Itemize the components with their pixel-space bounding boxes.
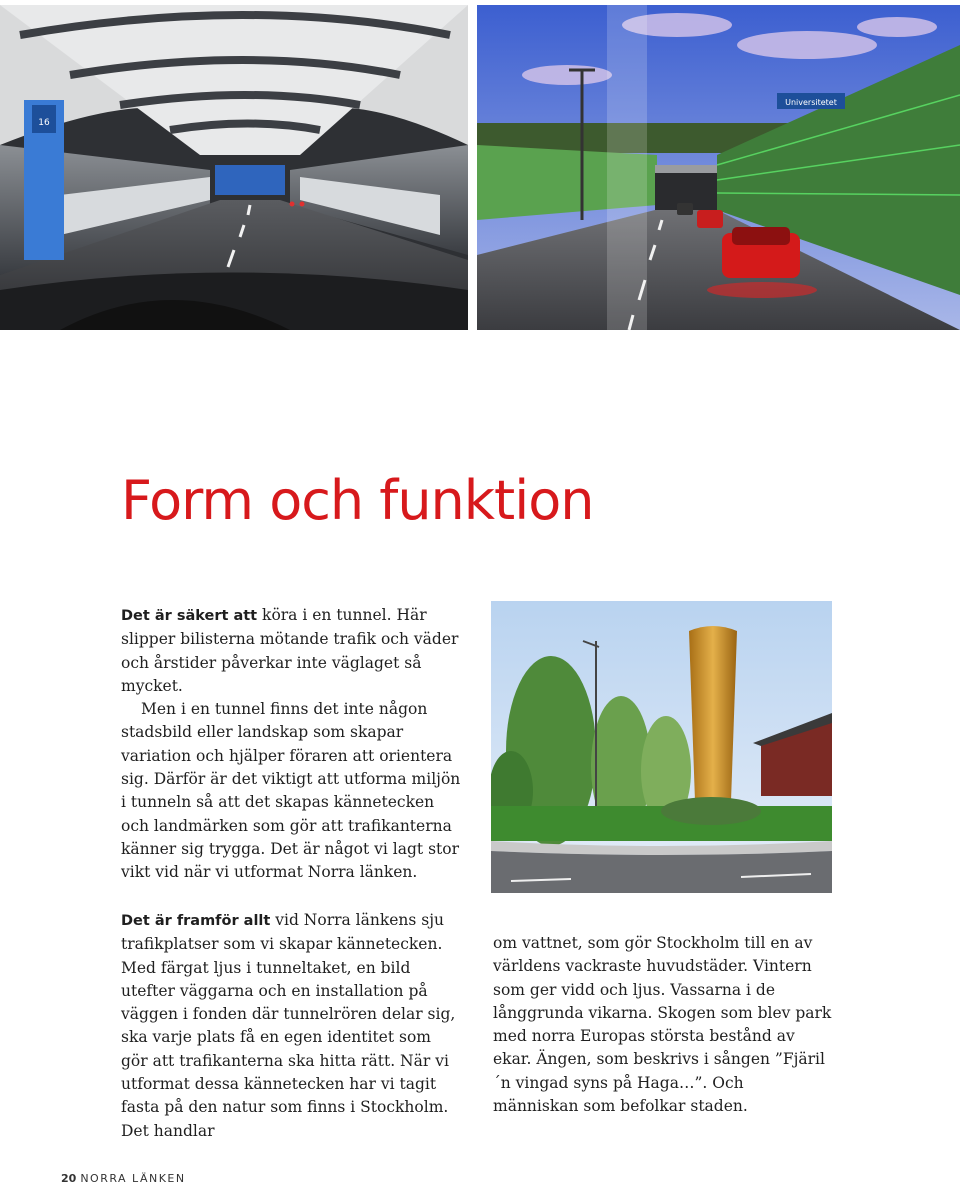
body-column-left-bottom — [121, 909, 461, 1143]
tunnel-sign-number: 16 — [38, 118, 50, 128]
tunnel-entrance-render — [477, 5, 960, 330]
paragraph-1-text: köra i en tunnel. Här slipper bilisterna mötande trafik och väder och årstider påverkar inte väglaget så mycket. — [121, 606, 459, 695]
tunnel-interior-photo — [0, 5, 468, 330]
body-column-right — [493, 932, 833, 1118]
paragraph-3 — [121, 909, 461, 1143]
paragraph-1 — [121, 604, 461, 698]
landmark-tower-photo — [491, 601, 832, 893]
page-title: Form och funktion — [121, 469, 594, 532]
paragraph-4: om vattnet, som gör Stockholm till en av världens vackraste huvudstäder. Vintern som ger vidd och ljus. Vassarna i de långgrunda vikarna. Skogen som blev park med norra Europas största bestånd av ekar. Ängen, som beskrivs i sången ”Fjäril´n vingad syns på Haga…”. Och människan som befolkar staden. — [493, 934, 832, 1116]
paragraph-3-text: vid Norra länkens sju trafikplatser som vi skapar kännetecken. Med färgat ljus i tunneltaket, en bild utefter väggarna och en installation på väggen i fonden där tunnelrören delar sig, ska varje plats få en egen identitet som gör att trafikanterna ska hitta rätt. När vi utformat dessa kännetecken har vi tagit fasta på den natur som finns i Stockholm. Det handlar — [121, 911, 456, 1140]
paragraph-2: Men i en tunnel finns det inte någon stadsbild eller landskap som skapar variation och hjälper föraren att orientera sig. Därför är det viktigt att utforma miljön i tunneln så att det skapas kännetecken och landmärken som gör att trafikanterna känner sig trygga. Det är något vi lagt stor vikt vid när vi utformat Norra länken. — [121, 700, 461, 882]
publication-name: NORRA LÄNKEN — [80, 1172, 186, 1185]
page-number: 20 — [61, 1172, 77, 1185]
paragraph-1-lead: Det är säkert att — [121, 608, 258, 624]
page-footer — [61, 1172, 186, 1185]
body-column-left-top — [121, 604, 461, 885]
paragraph-3-lead: Det är framför allt — [121, 913, 271, 929]
road-sign-text: Universitetet — [785, 98, 837, 107]
